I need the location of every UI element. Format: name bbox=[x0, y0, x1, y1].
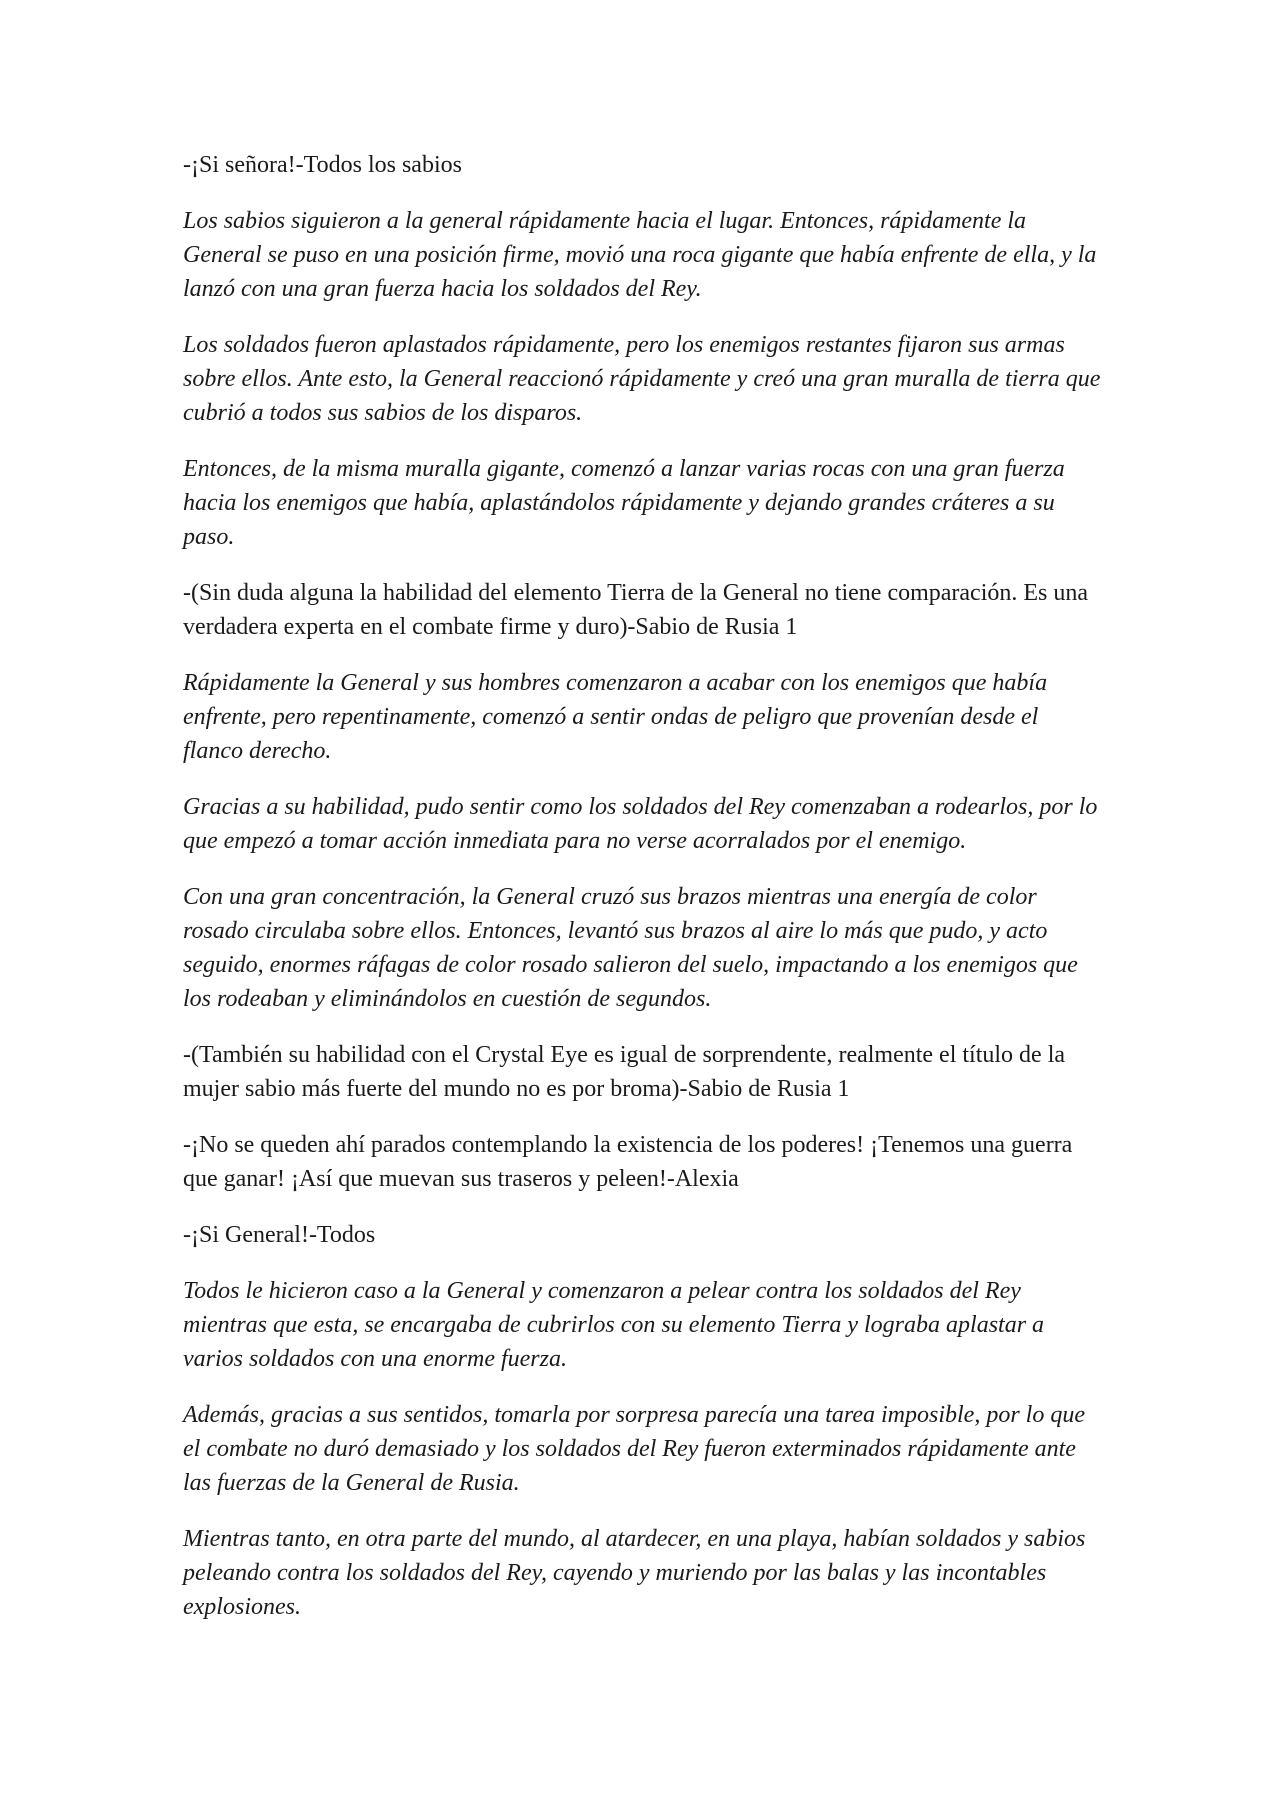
paragraph-dialogue: -¡Si señora!-Todos los sabios bbox=[183, 152, 462, 178]
paragraph-dialogue: -(También su habilidad con el Crystal Eye es igual de sorprendente, realmente el título de la mujer sabio más fuerte del mundo no es por broma)-Sabio de Rusia 1 bbox=[183, 1042, 1066, 1102]
paragraph-dialogue: -¡Si General!-Todos bbox=[183, 1222, 376, 1248]
paragraph-narration: Entonces, de la misma muralla gigante, comenzó a lanzar varias rocas con una gran fuerza hacia los enemigos que había, aplastándolos rápidamente y dejando grandes cráteres a su paso. bbox=[183, 456, 1065, 550]
paragraph-narration: Mientras tanto, en otra parte del mundo, al atardecer, en una playa, habían soldados y sabios peleando contra los soldados del Rey, cayendo y muriendo por las balas y las incontables explosiones. bbox=[183, 1526, 1086, 1620]
paragraph-narration: Con una gran concentración, la General cruzó sus brazos mientras una energía de color rosado circulaba sobre ellos. Entonces, levantó sus brazos al aire lo más que pudo, y acto seguido, enormes ráfagas de color rosado salieron del suelo, impactando a los enemigos que los rodeaban y eliminándolos en cuestión de segundos. bbox=[183, 884, 1078, 1012]
paragraph-narration: Los sabios siguieron a la general rápidamente hacia el lugar. Entonces, rápidamente la General se puso en una posición firme, movió una roca gigante que había enfrente de ella, y la lanzó con una gran fuerza hacia los soldados del Rey. bbox=[183, 208, 1097, 302]
page-body bbox=[183, 148, 1103, 1646]
paragraph-narration: Todos le hicieron caso a la General y comenzaron a pelear contra los soldados del Rey mientras que esta, se encargaba de cubrirlos con su elemento Tierra y lograba aplastar a varios soldados con una enorme fuerza. bbox=[183, 1278, 1045, 1372]
paragraph-narration: Gracias a su habilidad, pudo sentir como los soldados del Rey comenzaban a rodearlos, por lo que empezó a tomar acción inmediata para no verse acorralados por el enemigo. bbox=[183, 794, 1098, 854]
paragraph-dialogue: -(Sin duda alguna la habilidad del elemento Tierra de la General no tiene comparación. Es una verdadera experta en el combate firme y duro)-Sabio de Rusia 1 bbox=[183, 580, 1089, 640]
paragraph-narration: Los soldados fueron aplastados rápidamente, pero los enemigos restantes fijaron sus armas sobre ellos. Ante esto, la General reaccionó rápidamente y creó una gran muralla de tierra que cubrió a todos sus sabios de los disparos. bbox=[183, 332, 1101, 426]
paragraph-narration: Rápidamente la General y sus hombres comenzaron a acabar con los enemigos que había enfrente, pero repentinamente, comenzó a sentir ondas de peligro que provenían desde el flanco derecho. bbox=[183, 670, 1048, 764]
paragraph-dialogue: -¡No se queden ahí parados contemplando la existencia de los poderes! ¡Tenemos una guerra que ganar! ¡Así que muevan sus traseros y peleen!-Alexia bbox=[183, 1132, 1073, 1192]
paragraph-narration: Además, gracias a sus sentidos, tomarla por sorpresa parecía una tarea imposible, por lo que el combate no duró demasiado y los soldados del Rey fueron exterminados rápidamente ante las fuerzas de la General de Rusia. bbox=[183, 1402, 1085, 1496]
